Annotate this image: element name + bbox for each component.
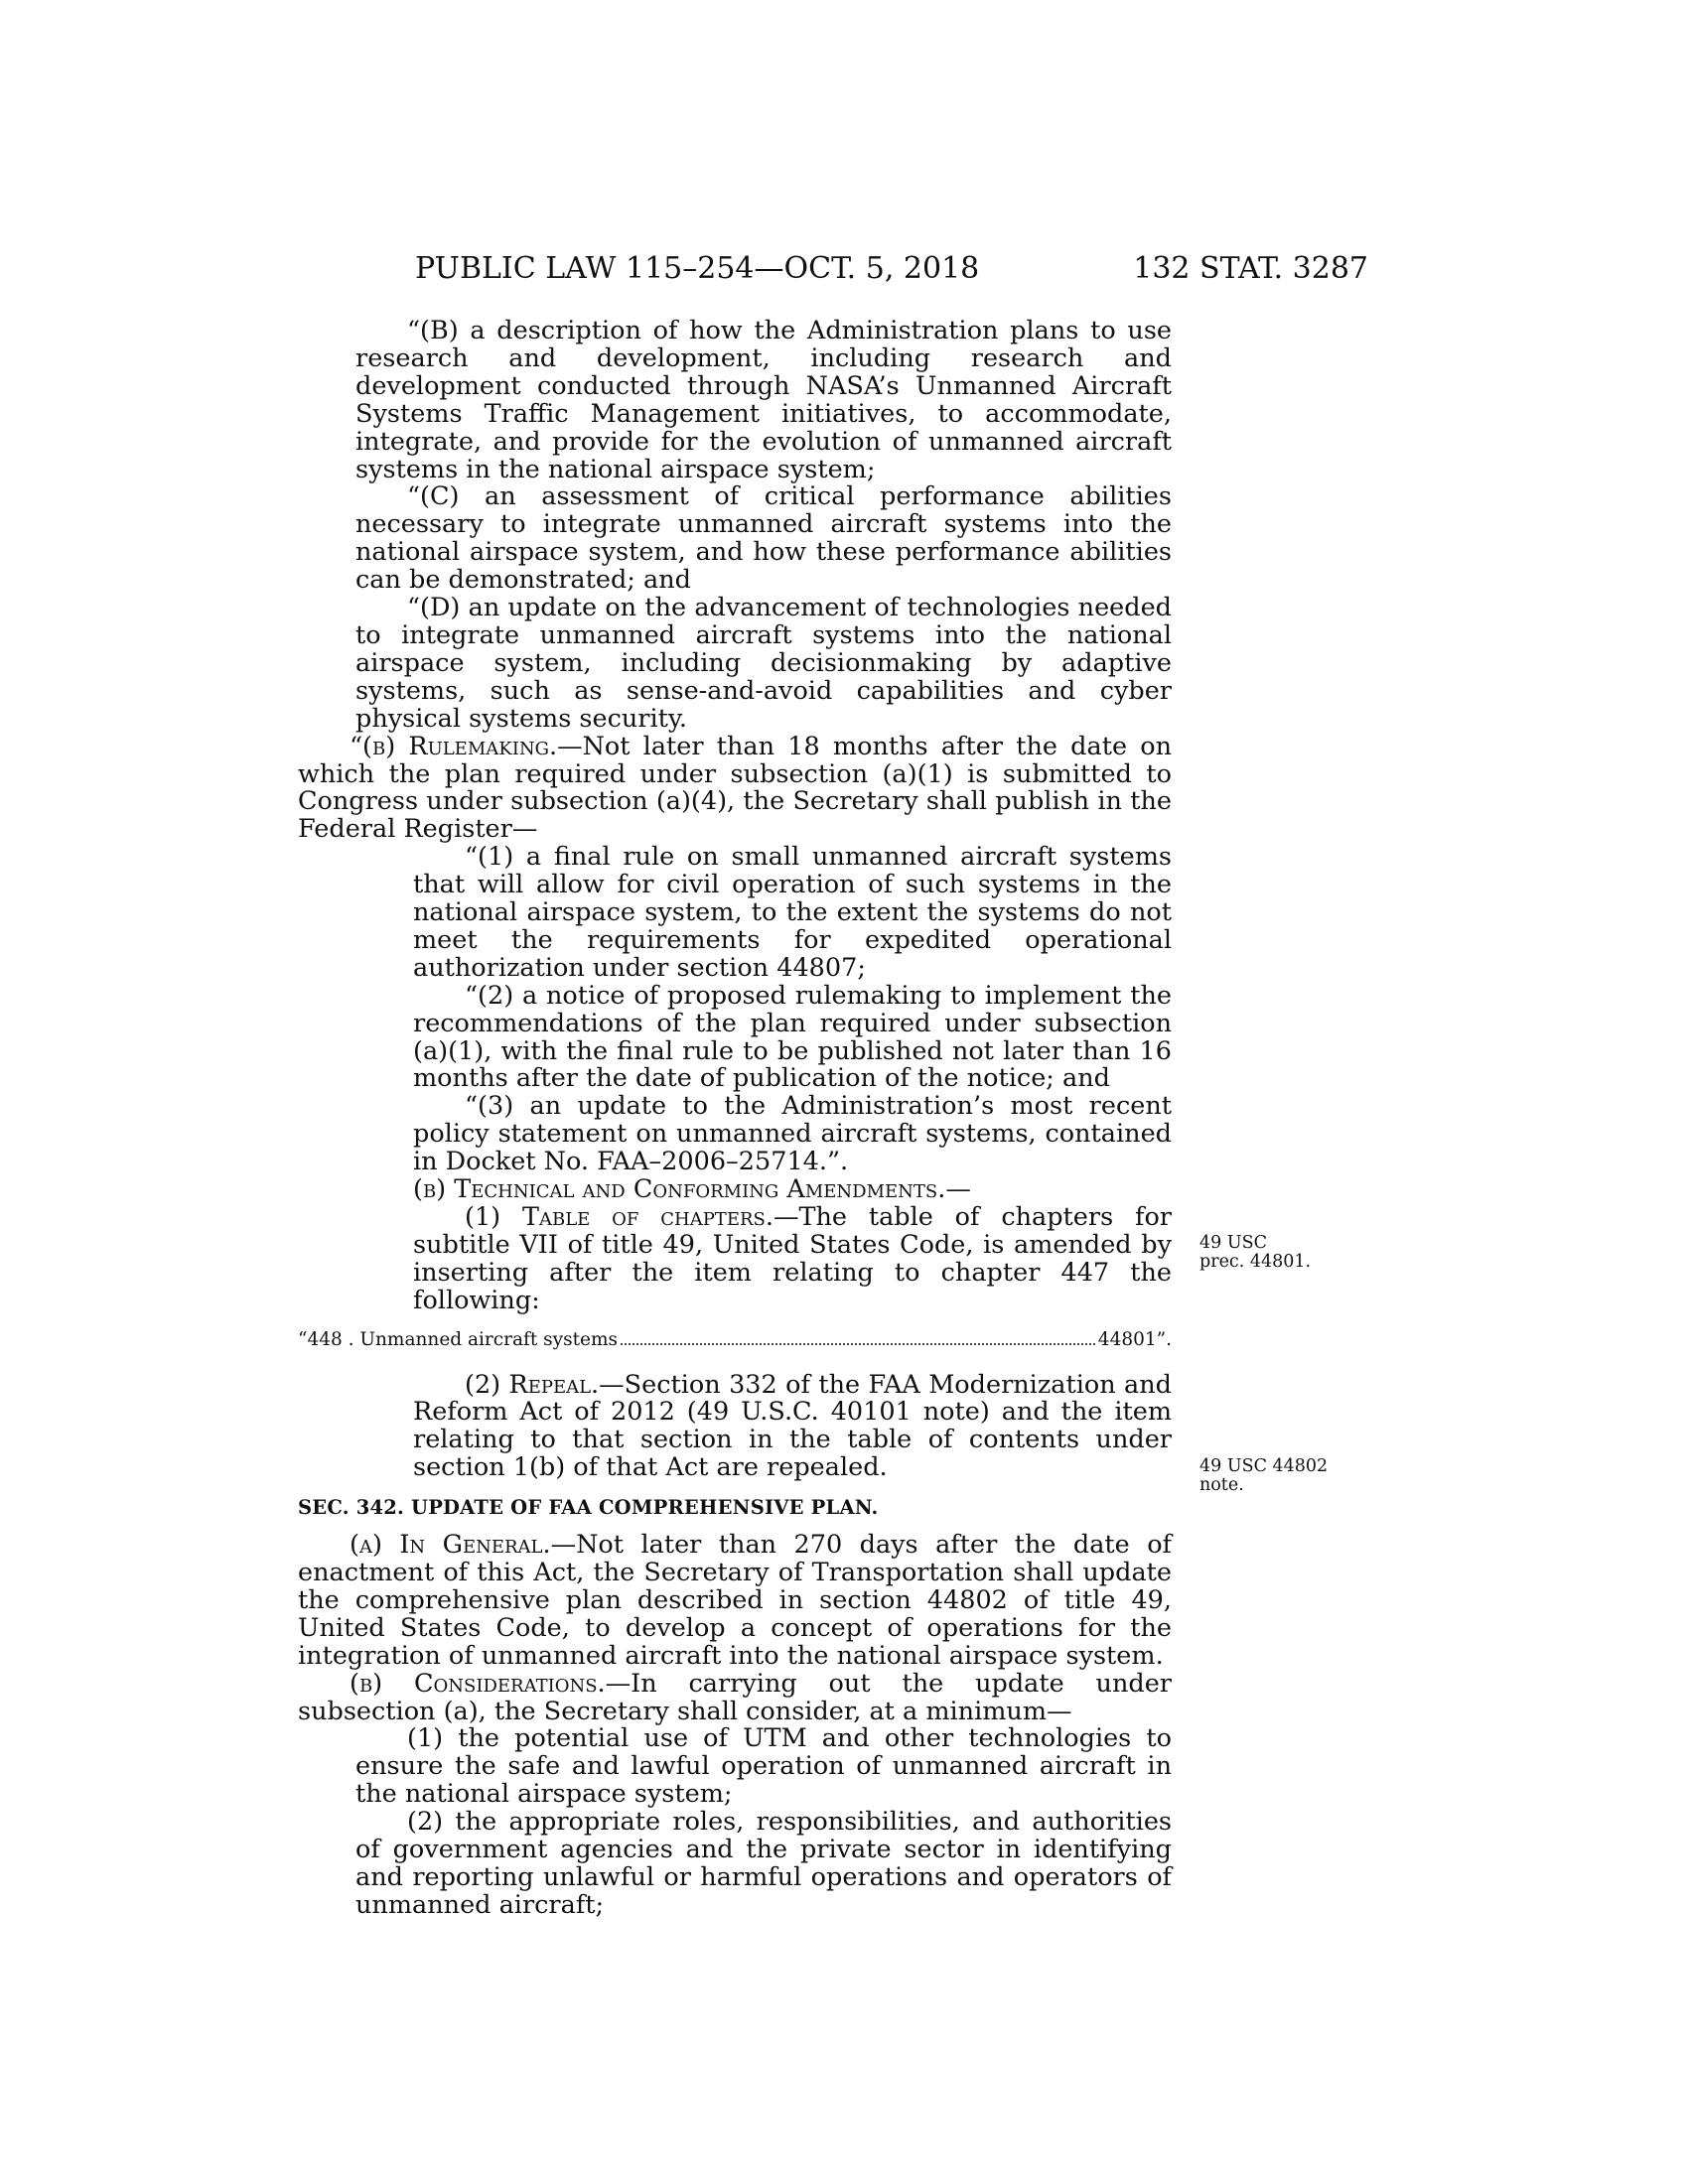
considerations-text: —In carrying out the update under subsection (a), the Secretary shall consider, at a minimum— xyxy=(298,1668,1173,1726)
in-general-text: —Not later than 270 days after the date of enactment of this Act, the Secretary of Transportation shall update the comprehensive plan described in section 44802 of title 49, United States Code, to develop a concept of operations for the integration of unmanned aircraft into the national airspace system. xyxy=(298,1530,1172,1671)
subsection-a-in-general xyxy=(298,1532,1172,1671)
rulemaking-text: —Not later than 18 months after the date on which the plan required under subsection (a)(1) is submitted to Congress under subsection (a)(4), the Secretary shall publish in the Federal Register— xyxy=(298,731,1173,845)
subsection-b-rulemaking xyxy=(298,731,1173,845)
paragraph-2-notice: “(2) a notice of proposed rulemaking to implement the recommendations of the plan required under subsection (a)(1), with the final rule to be published not later than 16 months after the date of publication of the notice; and xyxy=(413,980,1172,1094)
subsection-b-technical-amendments: (b) Technical and Conforming Amendments.— xyxy=(413,1174,971,1205)
repeal-heading: (2) Repeal. xyxy=(465,1369,600,1400)
table-of-chapters-heading: (1) Table of chapters. xyxy=(465,1202,774,1232)
repeal-text: —Section 332 of the FAA Modernization and Reform Act of 2012 (49 U.S.C. 40101 note) and the item relating to that section in the table of contents under section 1(b) of that Act are repealed. xyxy=(413,1369,1172,1483)
table-of-chapters-entry xyxy=(298,1326,1172,1354)
rulemaking-heading: “(b) Rulemaking. xyxy=(350,731,558,761)
table-of-chapters-text: —The table of chapters for subtitle VII of title 49, United States Code, is amended by inserting after the item relating to chapter 447 the following: xyxy=(413,1202,1172,1315)
in-general-heading: (a) In General. xyxy=(350,1530,551,1561)
paragraph-1-table-of-chapters xyxy=(298,1204,1172,1315)
paragraph-b-description: “(B) a description of how the Administration plans to use research and development, including research and development conducted through NASA’s Unmanned Aircraft Systems Traffic Management initiatives, to accommodate, integrate, and provide for the evolution of unmanned aircraft systems in the national airspace system; xyxy=(355,316,1172,484)
paragraph-1-final-rule: “(1) a final rule on small unmanned aircraft systems that will allow for civil operation of such systems in the national airspace system, to the extent the systems do not meet the requirements for expedited operational authorization under section 44807; xyxy=(413,842,1172,983)
section-heading: SEC. 342. UPDATE OF FAA COMPREHENSIVE PLAN. xyxy=(298,1496,879,1520)
margin-note-usc-44802-note: 49 USC 44802 note. xyxy=(1199,1456,1329,1495)
page-header xyxy=(415,248,1368,290)
subsection-b-considerations xyxy=(298,1668,1173,1726)
margin-note-usc-prec-44801: 49 USC prec. 44801. xyxy=(1199,1233,1312,1272)
toc-entry-section: 44801”. xyxy=(1097,1328,1172,1350)
toc-dot-leader xyxy=(621,1343,1095,1345)
statute-page-reference: 132 STAT. 3287 xyxy=(1133,251,1368,286)
toc-entry-title: “448 . Unmanned aircraft systems xyxy=(298,1328,619,1350)
paragraph-3-policy-update: “(3) an update to the Administration’s most recent policy statement on unmanned aircraft systems, contained in Docket No. FAA–2006–25714.”. xyxy=(413,1091,1172,1177)
document-body xyxy=(298,318,1172,1920)
consideration-2-roles: (2) the appropriate roles, responsibilities, and authorities of government agencies and the private sector in identifying and reporting unlawful or harmful operations and operators of unmanned aircraft; xyxy=(355,1807,1172,1920)
paragraph-d-update: “(D) an update on the advancement of technologies needed to integrate unmanned aircraft systems into the national airspace system, including decisionmaking by adaptive systems, such as sense-and-avoid capabilities and cyber physical systems security. xyxy=(355,593,1172,734)
running-title: PUBLIC LAW 115–254—OCT. 5, 2018 xyxy=(415,251,980,286)
paragraph-c-assessment: “(C) an assessment of critical performance abilities necessary to integrate unmanned aircraft systems into the national airspace system, and how these performance abilities can be demonstrated; and xyxy=(355,481,1172,596)
consideration-1-utm: (1) the potential use of UTM and other technologies to ensure the safe and lawful operation of unmanned aircraft in the national airspace system; xyxy=(355,1723,1172,1810)
paragraph-2-repeal xyxy=(298,1369,1172,1483)
considerations-heading: (b) Considerations. xyxy=(350,1668,606,1699)
technical-amendments-heading: (b) Technical and Conforming Amendments. xyxy=(413,1174,946,1205)
